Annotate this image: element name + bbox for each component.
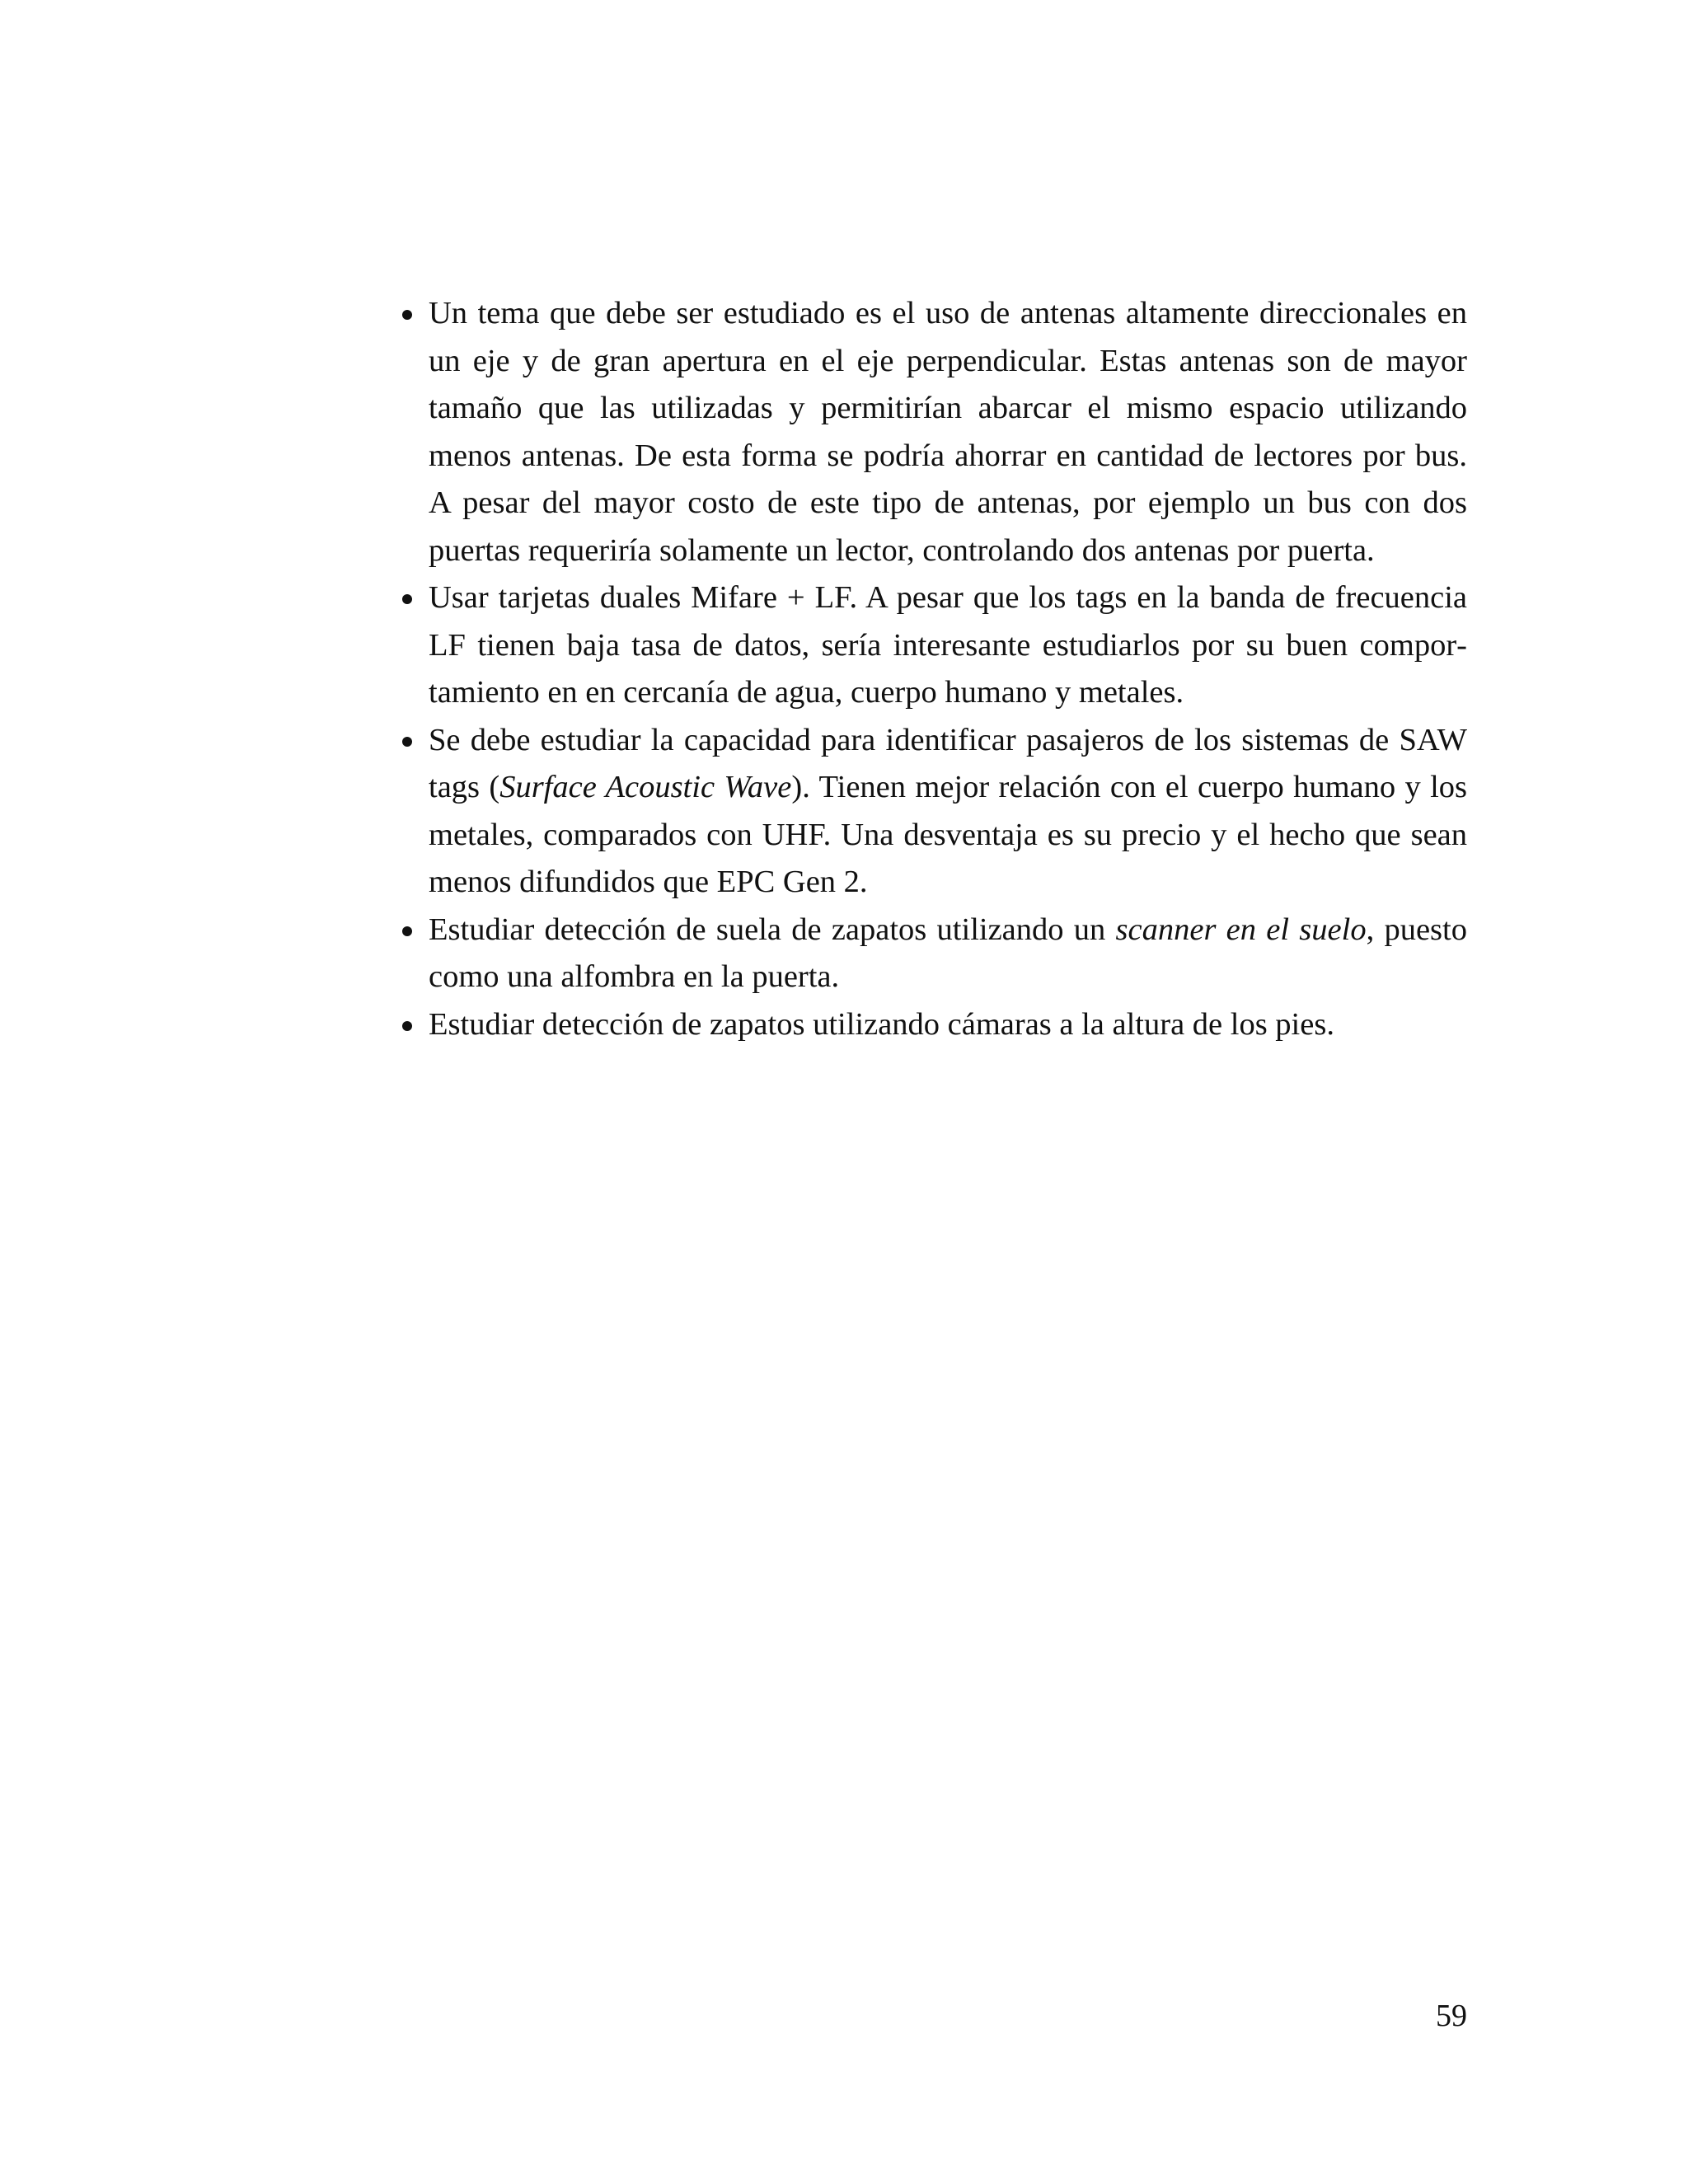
bullet-item-antenas bbox=[399, 290, 1467, 574]
bullet-point-icon bbox=[402, 310, 412, 320]
bullet-text bbox=[429, 574, 1467, 717]
bullet-text-segment: , puesto como una alfombra en la puerta. bbox=[429, 912, 1467, 994]
bullet-text-segment: ). Tienen mejor relación con el cuerpo humano y los metales, comparados con UHF. Una desventaja es su precio y el hecho que sean menos difundidos que EPC Gen 2. bbox=[429, 770, 1467, 899]
page-number: 59 bbox=[1436, 1999, 1467, 2033]
bullet-text-segment: Un tema que debe ser estudiado es el uso de antenas altamente direccionales en un eje y de gran apertura en el eje perpendicular. Estas antenas son de mayor tamaño que las utilizadas y permitirían abarcar el mismo espacio utilizando menos antenas. De esta forma se podría ahorrar en cantidad de lectores por bus. A pesar del mayor costo de este tipo de antenas, por ejemplo un bus con dos puertas requeriría solamente un lector, controlando dos antenas por puerta. bbox=[429, 296, 1467, 568]
bullet-item-saw-tags bbox=[399, 717, 1467, 907]
bullet-list bbox=[399, 290, 1467, 1048]
bullet-point-icon bbox=[402, 737, 412, 747]
bullet-text bbox=[429, 1001, 1467, 1049]
bullet-text bbox=[429, 717, 1467, 907]
bullet-point-icon bbox=[402, 1021, 412, 1031]
bullet-item-suela-zapatos bbox=[399, 907, 1467, 1001]
bullet-text bbox=[429, 907, 1467, 1001]
bullet-item-camaras bbox=[399, 1001, 1467, 1049]
bullet-text-italic-segment: scanner en el suelo bbox=[1115, 912, 1367, 947]
bullet-text-segment: Se debe estudiar la capacidad para identificar pasajeros de los sistemas de SAW tags ( bbox=[429, 722, 1467, 804]
bullet-text bbox=[429, 290, 1467, 574]
bullet-item-tarjetas-duales bbox=[399, 574, 1467, 717]
bullet-text-segment: Estudiar detección de suela de zapatos utilizando un bbox=[429, 912, 1116, 947]
bullet-text-italic-segment: Surface Acoustic Wave bbox=[499, 770, 792, 804]
bullet-point-icon bbox=[402, 926, 412, 936]
bullet-text-segment: Usar tarjetas duales Mifare + LF. A pesar que los tags en la banda de frecuencia LF tienen baja tasa de datos, sería interesante estudiarlos por su buen comportamiento en en cercanía de agua, cuerpo humano y metales. bbox=[429, 580, 1467, 710]
bullet-point-icon bbox=[402, 594, 412, 604]
bullet-text-segment: Estudiar detección de zapatos utilizando cámaras a la altura de los pies. bbox=[429, 1006, 1334, 1042]
